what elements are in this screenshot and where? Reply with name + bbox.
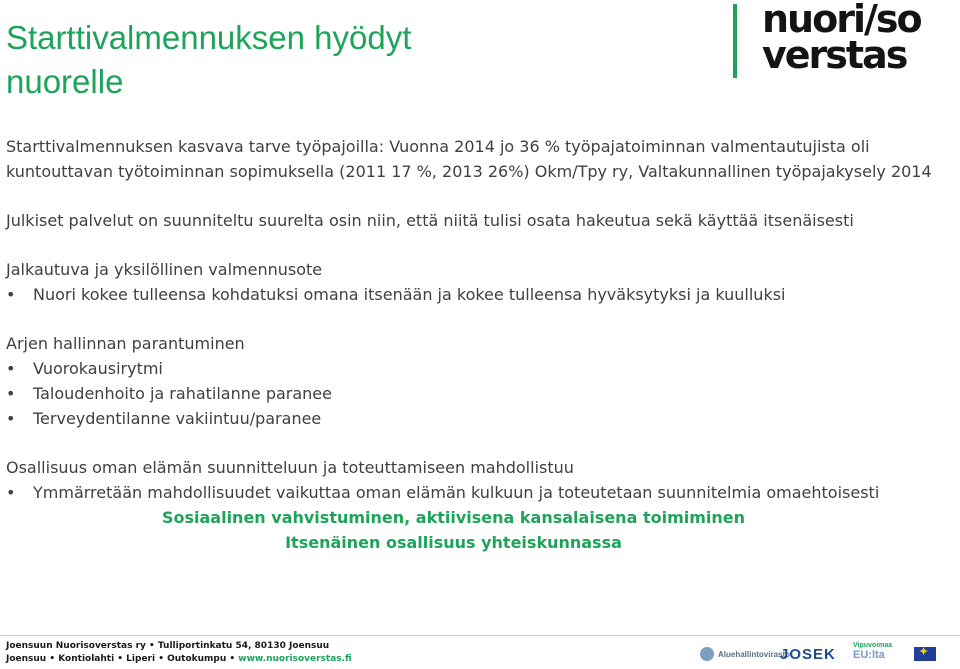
eu-flag-icon	[914, 647, 936, 661]
section-approach-heading: Jalkautuva ja yksilöllinen valmennusote	[6, 260, 323, 279]
footer-divider	[0, 635, 960, 636]
footer-website-link[interactable]: www.nuorisoverstas.fi	[238, 654, 352, 664]
avi-logo-text: Aluehallintovirasto	[718, 649, 791, 659]
vipuvoimaa-text: Vipuvoimaa	[853, 642, 893, 649]
paragraph-public-services: Julkiset palvelut on suunniteltu suurelta osin niin, että niitä tulisi osata hakeutua sekä käyttää itsenäisesti	[6, 211, 854, 230]
section-participation	[6, 455, 951, 505]
footer-contact	[6, 640, 486, 666]
highlight-independence: Itsenäinen osallisuus yhteiskunnassa	[285, 533, 622, 552]
eu-flag-logo	[914, 642, 956, 666]
list-item: • Terveydentilanne vakiintuu/paranee	[6, 406, 951, 431]
section-daily-life-heading: Arjen hallinnan parantuminen	[6, 334, 245, 353]
paragraph-demand: Starttivalmennuksen kasvava tarve työpajoilla: Vuonna 2014 jo 36 % työpajatoiminnan valmentautujista oli kuntouttavan työtoiminnan sopimuksella (2011 17 %, 2013 26%) Okm/Tpy ry, Valtakunnallinen työpajakysely 2014	[6, 137, 932, 181]
nuorisoverstas-logo	[762, 0, 956, 80]
section-approach	[6, 257, 951, 307]
slide-title-line1: Starttivalmennuksen hyödyt	[6, 19, 412, 56]
josek-logo: JOSEK	[780, 645, 836, 663]
section-participation-heading: Osallisuus oman elämän suunnitteluun ja toteuttamiseen mahdollistuu	[6, 458, 574, 477]
slide-title	[6, 16, 646, 104]
list-item: • Nuori kokee tulleensa kohdatuksi omana itsenään ja kokee tulleensa hyväksytyksi ja kuulluksi	[6, 282, 951, 307]
logo-line1: nuori/so	[762, 0, 921, 41]
logo-line2: verstas	[762, 33, 907, 77]
vipuvoimaa-logo	[853, 642, 892, 666]
slide-body	[6, 134, 951, 555]
slide-title-line2: nuorelle	[6, 63, 124, 100]
section-daily-life	[6, 331, 951, 431]
footer-locations	[6, 653, 486, 666]
avi-emblem-icon	[700, 647, 714, 661]
highlight-social: Sosiaalinen vahvistuminen, aktiivisena kansalaisena toimiminen	[161, 508, 746, 527]
avi-logo	[700, 642, 790, 666]
list-item: • Vuorokausirytmi	[6, 356, 951, 381]
footer-address: Joensuun Nuorisoverstas ry • Tulliportinkatu 54, 80130 Joensuu	[6, 641, 330, 651]
footer-towns: Joensuu • Kontiolahti • Liperi • Outokumpu •	[6, 654, 239, 664]
list-item: • Ymmärretään mahdollisuudet vaikuttaa oman elämän kulkuun ja toteutetaan suunnitelmia omaehtoisesti	[6, 480, 951, 505]
list-item: • Taloudenhoito ja rahatilanne paranee	[6, 381, 951, 406]
eulta-text: EU:lta	[853, 649, 885, 661]
logo-divider	[733, 4, 737, 78]
